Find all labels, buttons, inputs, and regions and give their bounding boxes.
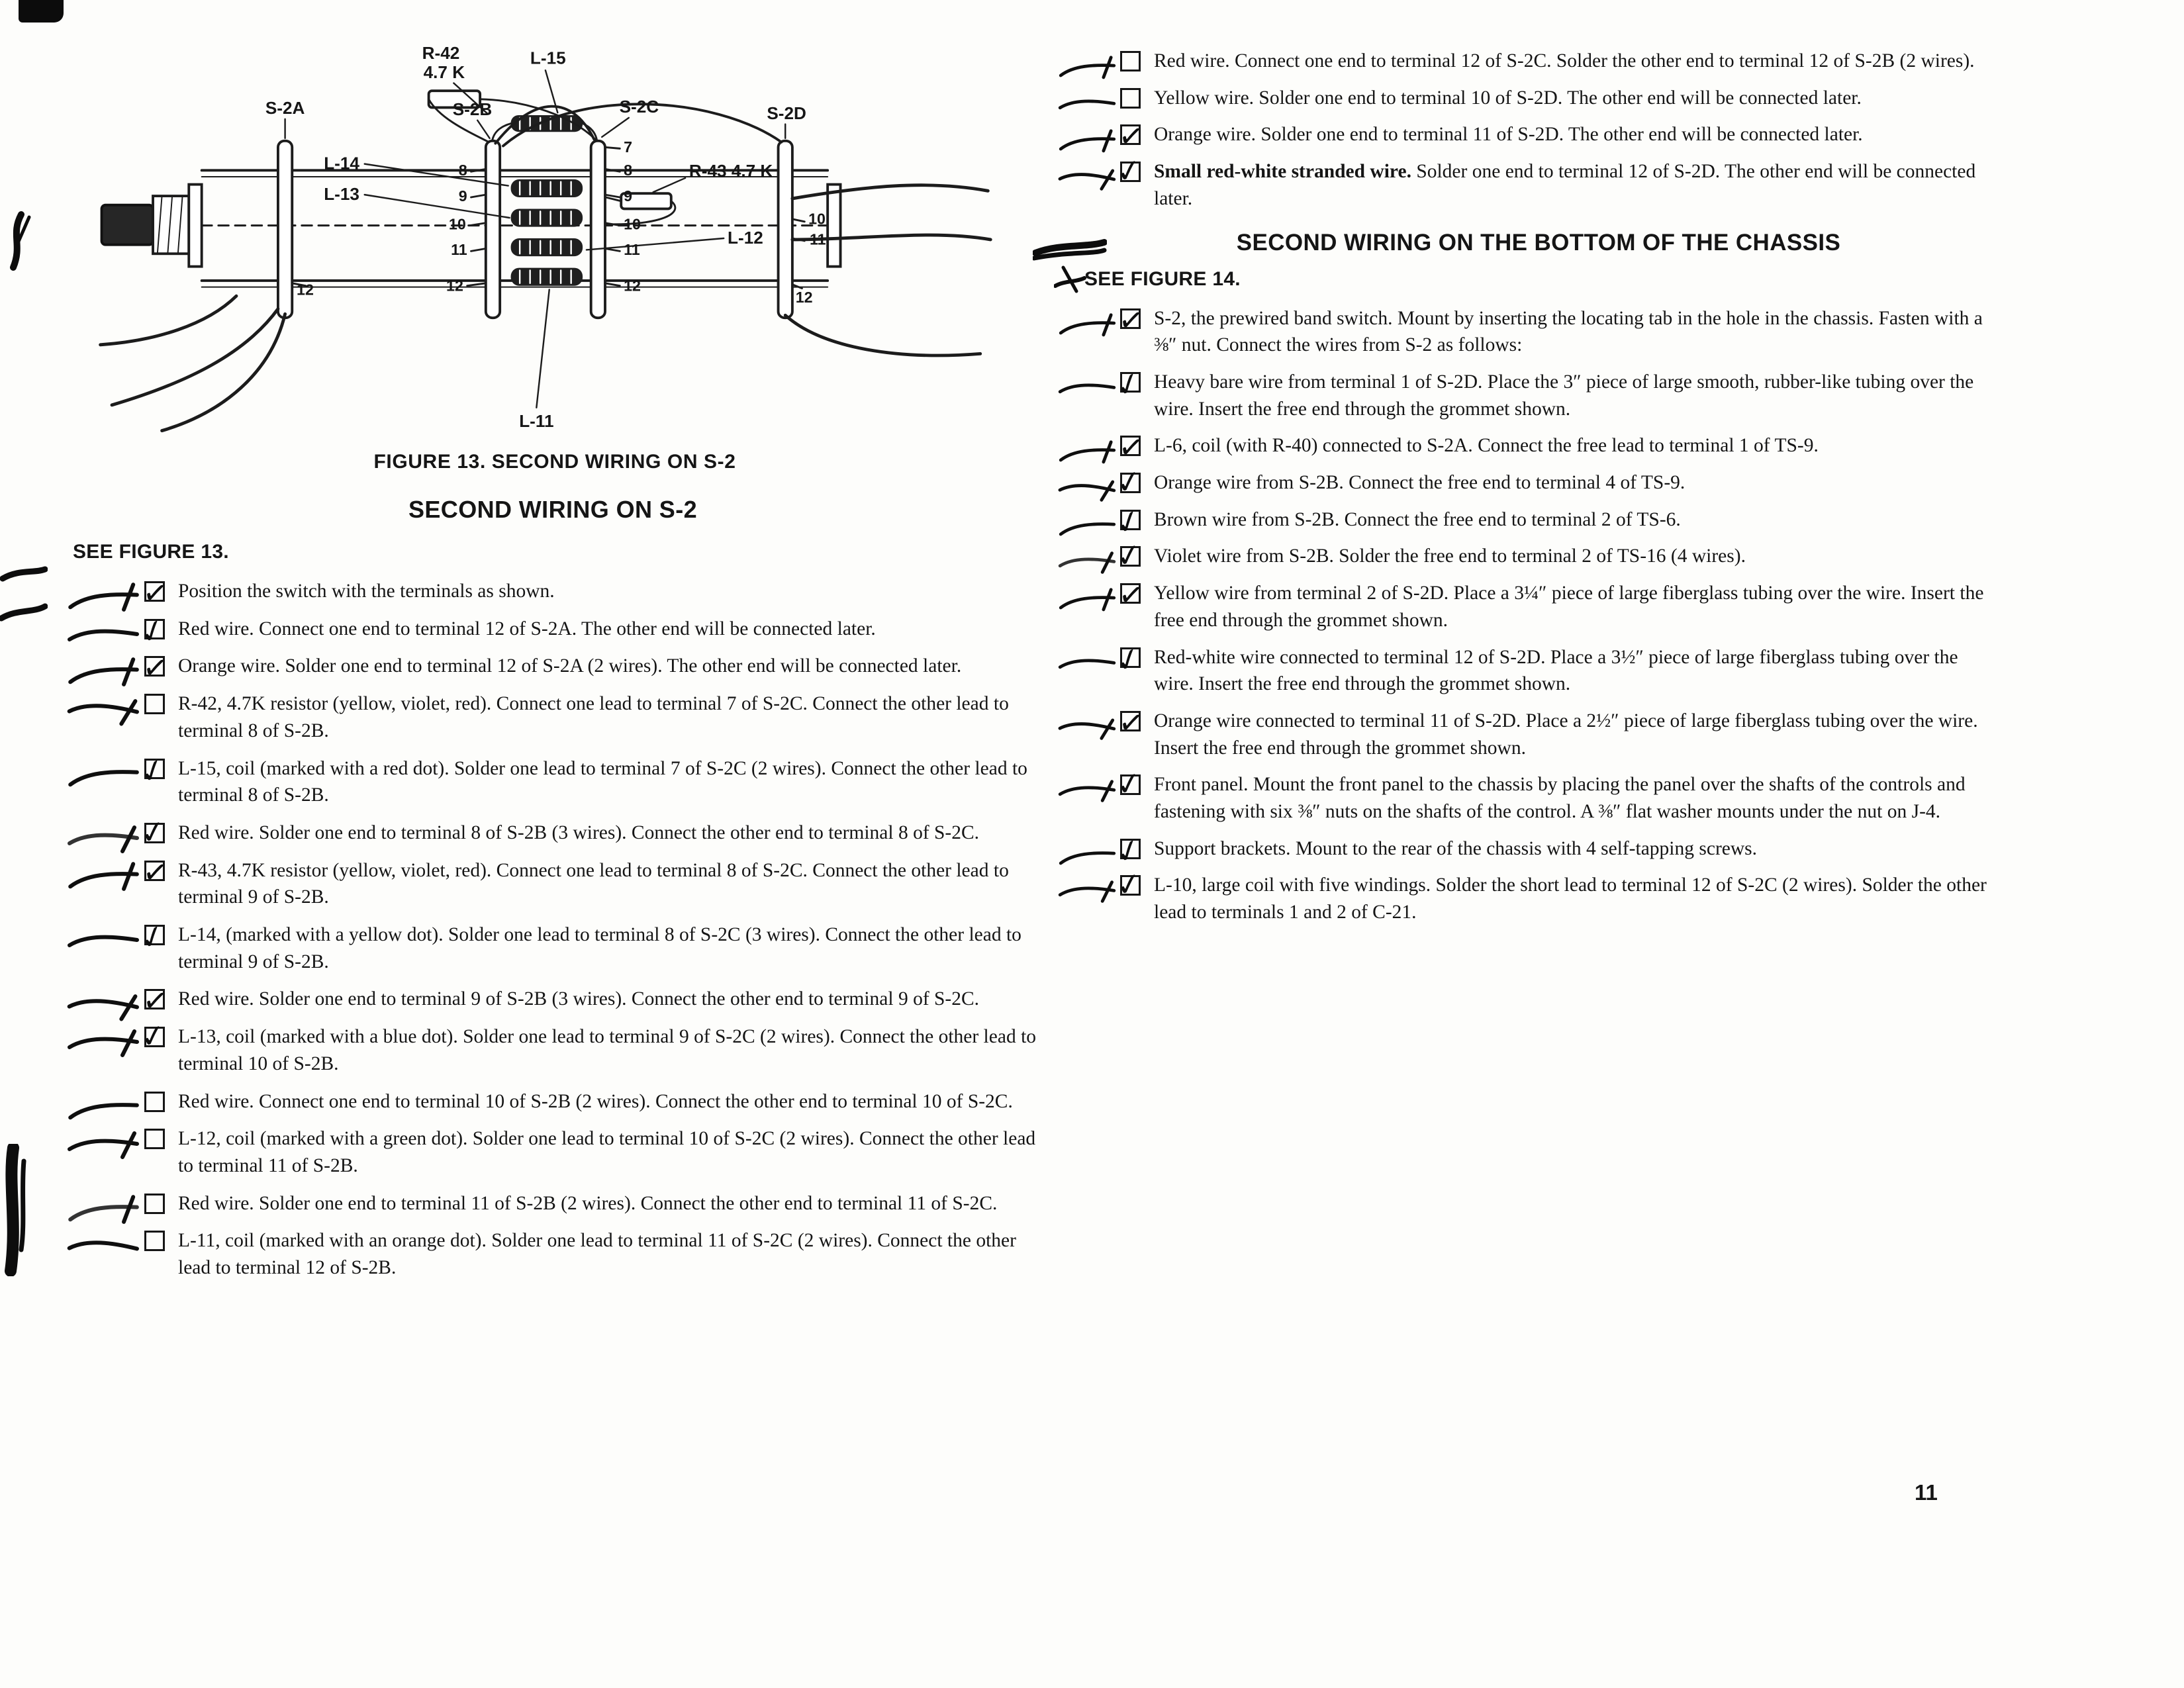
checkmark-icon: ✓ (137, 1016, 169, 1056)
pen-mark-icon (66, 1029, 140, 1058)
checklist-item (134, 749, 1039, 809)
checkbox[interactable] (1110, 363, 1147, 406)
checkmark-icon: ✓ (137, 812, 169, 852)
checkmark-icon: ✓ (140, 648, 171, 688)
figure-terminal: 11 (451, 241, 467, 259)
item-text: Red wire. Connect one end to terminal 12 of S-2A. The other end will be connected later. (178, 618, 876, 639)
figure-caption: FIGURE 13. SECOND WIRING ON S-2 (373, 451, 736, 473)
checklist-item (1110, 500, 1999, 543)
figure-terminal: 10 (624, 215, 641, 233)
figure-terminal: 12 (446, 277, 463, 295)
checkmark-icon: ✓ (1113, 151, 1145, 191)
pen-mark-icon (1058, 877, 1116, 906)
checkbox[interactable] (1120, 51, 1141, 71)
checklist-item (1116, 428, 1999, 467)
figure-label-l13: L-13 (324, 183, 359, 204)
checkbox[interactable] (1116, 300, 1147, 340)
checkbox[interactable] (1113, 536, 1145, 576)
figure-label-s2a: S-2A (265, 98, 305, 118)
checklist-item (1110, 363, 1999, 422)
checkmark-icon: ✓ (1110, 638, 1147, 680)
checkbox[interactable] (140, 648, 171, 688)
checkmark-icon: ✓ (140, 852, 171, 892)
figure-label-s2d: S-2D (767, 103, 806, 123)
checklist-item (137, 812, 1039, 852)
checkbox[interactable] (1110, 638, 1147, 680)
item-text: Orange wire from S-2B. Connect the free end to terminal 4 of TS-9. (1154, 472, 1685, 494)
checklist-item (140, 573, 1039, 612)
item-text: L-10, large coil with five windings. Solder the short lead to terminal 12 of S-2C (2 wires). Solder the other lead to terminals 1 and 2 of C-21. (1154, 874, 1987, 923)
checkbox[interactable] (134, 610, 171, 652)
checklist-item (144, 1088, 1039, 1115)
figure-label-l14: L-14 (324, 153, 359, 173)
pen-mark-icon (66, 1131, 140, 1160)
checkmark-icon: ✓ (1110, 500, 1147, 543)
checkbox[interactable] (1116, 428, 1147, 467)
figure-terminal: 9 (458, 187, 467, 205)
pen-mark-icon (65, 988, 141, 1024)
checkbox[interactable] (140, 981, 171, 1021)
checkmark-icon: ✓ (1116, 300, 1147, 340)
item-text: Red wire. Connect one end to terminal 12 of S-2C. Solder the other end to terminal 12 of S-2B (2 wires). (1154, 50, 1975, 71)
see-figure-14-line: SEE FIGURE 14. (1084, 267, 1241, 290)
item-text: L-6, coil (with R-40) connected to S-2A. Connect the free lead to terminal 1 of TS-9. (1154, 435, 1819, 457)
checklist-item (140, 648, 1039, 688)
right-section-heading: SECOND WIRING ON THE BOTTOM OF THE CHASSIS (1236, 229, 1841, 256)
item-text: L-14, (marked with a yellow dot). Solder one lead to terminal 8 of S-2C (3 wires). Connect the other lead to terminal 9 of S-2B. (178, 924, 1021, 972)
pen-mark-icon (65, 759, 142, 795)
item-text: Orange wire. Solder one end to terminal 12 of S-2A (2 wires). The other end will be connected later. (178, 655, 962, 677)
checklist-item (134, 915, 1039, 975)
pen-mark-icon (66, 825, 140, 854)
checklist-item (1116, 575, 1999, 633)
pen-mark-icon (65, 581, 142, 618)
pen-mark-icon (1057, 510, 1117, 545)
pen-mark-icon (1057, 472, 1117, 506)
pen-mark-icon (65, 657, 142, 693)
figure-terminal: 12 (624, 277, 641, 295)
pen-mark-icon (1057, 585, 1117, 620)
item-text: Orange wire. Solder one end to terminal 11 of S-2D. The other end will be connected later. (1154, 124, 1863, 146)
checkbox[interactable] (144, 1129, 165, 1149)
checklist-item (1120, 48, 1999, 75)
pen-scribble (1054, 263, 1088, 295)
item-text: Red-white wire connected to terminal 12 of S-2D. Place a 3½″ piece of large fiberglass tubing over the wire. Insert the free end through the grommet shown. (1154, 646, 1958, 695)
checkbox[interactable] (144, 1194, 165, 1214)
item-text: L-11, coil (marked with an orange dot). Solder one lead to terminal 11 of S-2C (2 wires). Connect the other lead to terminal 12 of S-2B. (178, 1230, 1016, 1279)
checkmark-icon: ✓ (1116, 117, 1147, 156)
checkmark-icon: ✓ (134, 915, 171, 959)
pen-mark-icon (1058, 776, 1116, 806)
pen-mark-icon (65, 692, 141, 728)
figure-terminal: 12 (297, 281, 314, 299)
see-figure-13-line: SEE FIGURE 13. (73, 541, 229, 563)
item-text: Position the switch with the terminals as shown. (178, 581, 555, 602)
checklist-item (144, 1227, 1039, 1281)
item-text: Yellow wire. Solder one end to terminal 10 of S-2D. The other end will be connected later. (1154, 87, 1862, 109)
pen-mark-icon (1057, 710, 1117, 745)
checklist-item (137, 1016, 1039, 1077)
checkbox[interactable] (140, 573, 171, 612)
pen-scribble (0, 563, 48, 629)
figure-label-l15: L-15 (530, 48, 566, 68)
pen-mark-icon (1057, 437, 1117, 472)
pen-mark-icon (65, 1194, 142, 1230)
figure-terminal: 11 (624, 241, 640, 259)
checklist-item (144, 1190, 1039, 1217)
checkbox[interactable] (137, 1016, 169, 1056)
item-text: Small red-white stranded wire. Solder one end to terminal 12 of S-2D. The other end will be connected later. (1154, 161, 1976, 209)
checkmark-icon: ✓ (1113, 865, 1145, 905)
checklist-item (144, 690, 1039, 744)
checkbox[interactable] (137, 812, 169, 852)
checkbox[interactable] (144, 694, 165, 714)
checkbox[interactable] (1113, 764, 1145, 804)
checkmark-icon: ✓ (134, 749, 171, 792)
checkmark-icon: ✓ (1116, 428, 1147, 467)
pen-mark-icon (66, 621, 140, 650)
pen-mark-icon (1057, 52, 1117, 87)
item-text: Violet wire from S-2B. Solder the free end to terminal 2 of TS-16 (4 wires). (1154, 545, 1746, 567)
checklist-item (134, 610, 1039, 652)
item-text: Front panel. Mount the front panel to the chassis by placing the panel over the shafts of the controls and fastening with six ⅜″ nuts on the shafts of the control. A ⅜″ flat washer mounts under the nut on J-4. (1154, 774, 1966, 823)
item-text: Red wire. Solder one end to terminal 9 of S-2B (3 wires). Connect the other end to terminal 9 of S-2C. (178, 988, 980, 1010)
checkmark-icon: ✓ (140, 981, 171, 1021)
pen-mark-icon (1058, 649, 1116, 679)
pen-scribble (1, 1144, 30, 1276)
right-checklist (1078, 300, 1999, 926)
item-text: S-2, the prewired band switch. Mount by inserting the locating tab in the hole in the chassis. Fasten with a ⅜″ nut. Connect the wires from S-2 as follows: (1154, 307, 1983, 356)
figure-terminal: 7 (624, 138, 633, 156)
checklist-item (144, 1125, 1039, 1179)
pen-mark-icon (1058, 90, 1116, 119)
checkbox[interactable] (144, 1231, 165, 1251)
right-column (1078, 48, 1999, 936)
pen-mark-icon (65, 1230, 141, 1266)
pen-mark-icon (65, 1092, 142, 1128)
checkbox[interactable] (144, 1092, 165, 1112)
checklist-item (1113, 151, 1999, 212)
checkmark-icon: ✓ (1113, 764, 1145, 804)
left-checklist (66, 573, 1039, 1282)
pen-mark-icon (1057, 309, 1117, 344)
page-number: 11 (1915, 1480, 1938, 1505)
checkbox[interactable] (134, 915, 171, 959)
item-text: Support brackets. Mount to the rear of the chassis with 4 self-tapping screws. (1154, 837, 1758, 859)
checkbox[interactable] (1113, 151, 1145, 191)
figure-label-r42-value: 4.7 K (423, 62, 465, 82)
item-text: L-12, coil (marked with a green dot). Solder one lead to terminal 10 of S-2C (2 wires). Connect the other lead to terminal 11 of S-2B. (178, 1128, 1036, 1176)
checklist-item (140, 852, 1039, 911)
figure-terminal: 10 (808, 210, 826, 228)
pen-mark-icon (1057, 839, 1117, 874)
item-text: R-42, 4.7K resistor (yellow, violet, red). Connect one lead to terminal 7 of S-2C. Connect the other lead to terminal 8 of S-2B. (178, 693, 1009, 741)
checklist-item (1113, 764, 1999, 825)
figure-terminal: 9 (624, 187, 633, 205)
pen-scribble (3, 211, 40, 290)
right-top-checklist (1078, 48, 1999, 212)
checklist-item (1110, 829, 1999, 872)
pen-mark-icon (1058, 374, 1116, 403)
figure-terminal: 11 (810, 230, 826, 248)
item-text: L-13, coil (marked with a blue dot). Solder one lead to terminal 9 of S-2C (2 wires). Connect the other lead to terminal 10 of S-2B. (178, 1026, 1037, 1074)
checkmark-icon: ✓ (134, 610, 171, 652)
pen-mark-icon (1057, 161, 1117, 195)
checkbox[interactable] (1110, 829, 1147, 872)
checklist-item (1116, 703, 1999, 761)
checkmark-icon: ✓ (1110, 829, 1147, 872)
item-text: Yellow wire from terminal 2 of S-2D. Place a 3¼″ piece of large fiberglass tubing over the wire. Insert the free end through the grommet shown. (1154, 583, 1984, 631)
item-text: Red wire. Solder one end to terminal 8 of S-2B (3 wires). Connect the other end to terminal 8 of S-2C. (178, 821, 980, 843)
figure-label-r43: R-43 4.7 K (688, 161, 773, 181)
checkbox[interactable] (134, 749, 171, 792)
figure-label-r42: R-42 (422, 42, 460, 63)
figure-13-diagram (70, 33, 1017, 444)
checklist-item (1120, 85, 1999, 112)
checkbox[interactable] (1110, 500, 1147, 543)
checklist-item (140, 981, 1039, 1021)
left-section-heading: SECOND WIRING ON S-2 (408, 496, 698, 523)
item-text: Red wire. Solder one end to terminal 11 of S-2B (2 wires). Connect the other end to terminal 11 of S-2C. (178, 1192, 998, 1214)
figure-terminal: 8 (458, 162, 467, 179)
figure-label-l11: L-11 (519, 410, 554, 431)
checklist-item (1113, 536, 1999, 576)
checklist-item (1116, 117, 1999, 156)
checkbox[interactable] (140, 852, 171, 892)
item-text: Red wire. Connect one end to terminal 10 of S-2B (2 wires). Connect the other end to terminal 10 of S-2C. (178, 1090, 1013, 1112)
figure-13 (70, 33, 1039, 473)
checkbox[interactable] (1113, 865, 1145, 905)
checkbox[interactable] (1113, 462, 1145, 502)
checkmark-icon: ✓ (140, 573, 171, 612)
pen-mark-icon (1057, 126, 1117, 161)
figure-terminal: 8 (624, 162, 633, 179)
item-text: L-15, coil (marked with a red dot). Solder one lead to terminal 7 of S-2C (2 wires). Connect the other lead to terminal 8 of S-2B. (178, 757, 1027, 806)
checkmark-icon: ✓ (1113, 536, 1145, 576)
pen-mark-icon (1058, 548, 1116, 577)
scan-ink-blob (19, 0, 64, 23)
checkmark-icon: ✓ (1113, 462, 1145, 502)
checkbox[interactable] (1120, 88, 1141, 109)
checklist-item (1116, 300, 1999, 359)
figure-label-s2b: S-2B (452, 99, 493, 119)
item-text: Brown wire from S-2B. Connect the free end to terminal 2 of TS-6. (1154, 508, 1681, 530)
item-text: Heavy bare wire from terminal 1 of S-2D. Place the 3″ piece of large smooth, rubber-like tubing over the wire. Insert the free end through the grommet shown. (1154, 371, 1974, 420)
checkmark-icon: ✓ (1110, 363, 1147, 406)
pen-scribble (1033, 233, 1107, 262)
item-text: R-43, 4.7K resistor (yellow, violet, red). Connect one lead to terminal 8 of S-2C. Connect the other lead to terminal 9 of S-2B. (178, 859, 1009, 908)
checkbox[interactable] (1116, 117, 1147, 156)
checklist-item (1110, 638, 1999, 698)
checklist-item (1113, 865, 1999, 925)
checkmark-icon: ✓ (1116, 575, 1147, 614)
checkmark-icon: ✓ (1116, 703, 1147, 742)
pen-mark-icon (65, 861, 142, 897)
checkbox[interactable] (1116, 575, 1147, 614)
checkbox[interactable] (1116, 703, 1147, 742)
pen-mark-icon (66, 927, 140, 956)
figure-terminal: 10 (448, 215, 466, 233)
item-text: Orange wire connected to terminal 11 of S-2D. Place a 2½″ piece of large fiberglass tubing over the wire. Insert the free end through the grommet shown. (1154, 710, 1978, 759)
left-column (66, 33, 1039, 1292)
figure-label-s2c: S-2C (619, 97, 659, 117)
checklist-item (1113, 462, 1999, 502)
figure-terminal: 12 (795, 288, 813, 306)
figure-label-l12: L-12 (728, 227, 763, 248)
